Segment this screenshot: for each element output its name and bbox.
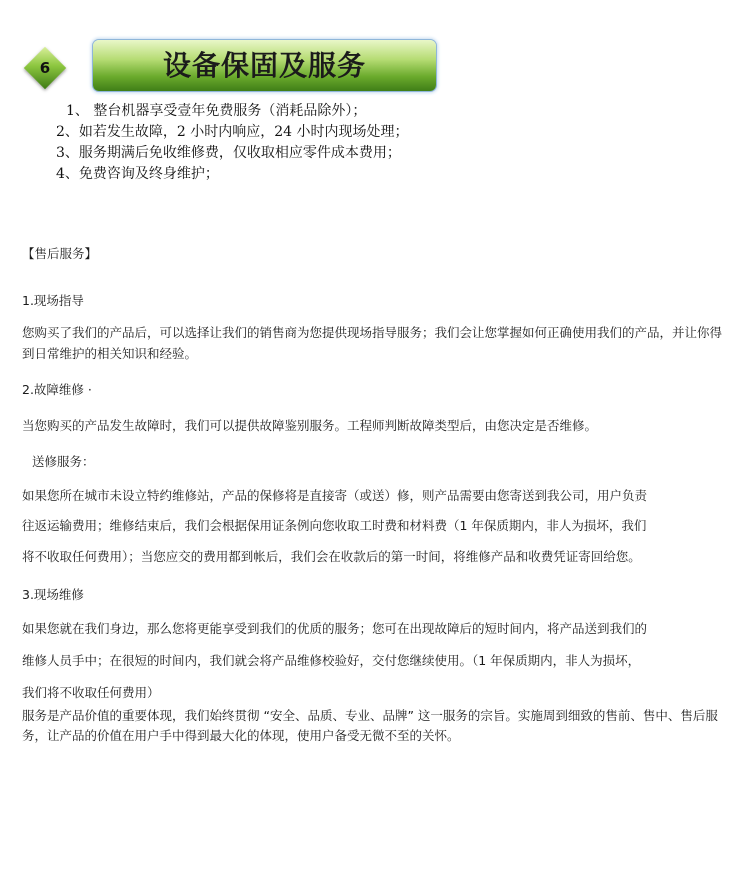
onsite-repair-line-1: 如果您就在我们身边，那么您将更能享受到我们的优质的服务；您可在出现故障后的短时间内，将产品送到我们的 bbox=[22, 621, 648, 636]
onsite-repair-line-3: 我们将不收取任何费用） bbox=[22, 685, 160, 700]
warranty-item-4: 4、免费咨询及终身维护； bbox=[56, 166, 219, 182]
onsite-repair-line-2: 维修人员手中；在很短的时间内，我们就会将产品维修校验好，交付您继续使用。（1 年保质期内，非人为损坏， bbox=[22, 653, 641, 668]
mail-in-line-1: 如果您所在城市未设立特约维修站，产品的保修将是直接寄（或送）修，则产品需要由您寄送到我公司，用户负责 bbox=[22, 488, 648, 503]
warranty-item-3: 3、服务期满后免收维修费，仅收取相应零件成本费用； bbox=[56, 145, 401, 161]
section-number: 6 bbox=[39, 59, 51, 77]
onsite-guidance-text: 您购买了我们的产品后，可以选择让我们的销售商为您提供现场指导服务；我们会让您掌握如何正确使用我们的产品，并让你得到日常维护的相关知识和经验。 bbox=[22, 325, 723, 361]
section-header bbox=[0, 0, 753, 100]
onsite-repair-title: 3.现场维修 bbox=[22, 587, 84, 602]
mail-in-title: 送修服务： bbox=[32, 454, 95, 469]
title-banner bbox=[93, 40, 436, 91]
mail-in-line-2: 往返运输费用；维修结束后，我们会根据保用证条例向您收取工时费和材料费（1 年保质期内，非人为损坏，我们 bbox=[22, 518, 647, 533]
warranty-item-2: 2、如若发生故障，2 小时内响应，24 小时内现场处理； bbox=[56, 124, 409, 140]
repair-text: 当您购买的产品发生故障时，我们可以提供故障鉴别服务。工程师判断故障类型后，由您决定是否维修。 bbox=[22, 418, 598, 433]
warranty-item-1: 1、 整台机器享受壹年免费服务（消耗品除外）； bbox=[66, 103, 367, 119]
onsite-guidance-title: 1.现场指导 bbox=[22, 293, 84, 308]
closing-paragraph: 服务是产品价值的重要体现，我们始终贯彻 “安全、品质、专业、品牌” 这一服务的宗旨。实施周到细致的售前、售中、售后服务，让产品的价值在用户手中得到最大化的体现，使用户备受无微不至的关怀。 bbox=[22, 708, 718, 743]
repair-title: 2.故障维修 · bbox=[22, 382, 92, 397]
page-title: 设备保固及服务 bbox=[162, 49, 366, 82]
after-sales-heading: 【售后服务】 bbox=[22, 246, 98, 261]
mail-in-line-3: 将不收取任何费用）；当您应交的费用都到帐后，我们会在收款后的第一时间，将维修产品和收费凭证寄回给您。 bbox=[22, 549, 641, 564]
